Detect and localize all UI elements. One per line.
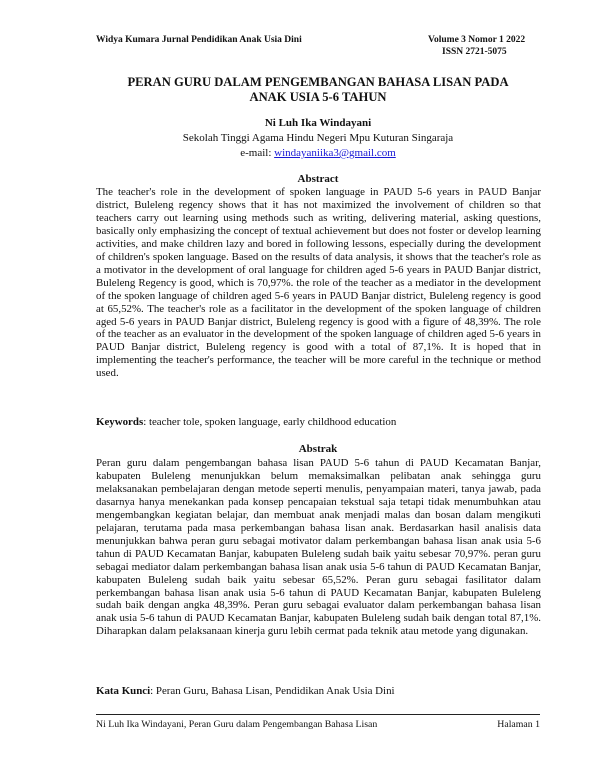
keywords-text: : teacher tole, spoken language, early childhood education — [143, 416, 397, 428]
footer-divider — [96, 714, 540, 715]
footer-citation: Ni Luh Ika Windayani, Peran Guru dalam Pengembangan Bahasa Lisan — [96, 719, 378, 730]
keywords-label: Keywords — [96, 416, 144, 428]
volume-issn — [428, 34, 542, 58]
title-line-1: PERAN GURU DALAM PENGEMBANGAN BAHASA LISAN PADA — [127, 75, 509, 89]
email-link[interactable]: windayaniika3@gmail.com — [274, 147, 396, 159]
kata-kunci-text: : Peran Guru, Bahasa Lisan, Pendidikan Anak Usia Dini — [150, 685, 395, 697]
kata-kunci-label: Kata Kunci — [96, 685, 151, 697]
kata-kunci — [96, 685, 540, 698]
abstrak-heading: Abstrak — [298, 443, 338, 455]
paper-title — [96, 75, 540, 105]
issn-number: ISSN 2721-5075 — [442, 47, 507, 57]
volume-number: Volume 3 Nomor 1 2022 — [428, 35, 526, 45]
author-name: Ni Luh Ika Windayani — [264, 117, 372, 129]
title-line-2: ANAK USIA 5-6 TAHUN — [249, 90, 387, 104]
abstrak-text: Peran guru dalam pengembangan bahasa lisan PAUD 5-6 tahun di PAUD Kecamatan Banjar, kabupaten Buleleng menunjukkan belum memaksimalkan pelibatan anak sehingga guru melaksanakan pembelajaran dengan metode seperti menulis, penyampaian materi, tanya jawab, pada dasarnya hanya menekankan pada konsep pencapaian tekstual saja tetapi tidak menumbuhkan atau mengembangkan kegiatan belajar, dan membuat anak menjadi malas dan bosan dalam mengikuti pelajaran, terutama pada masa perkembangan bahasa lisan anak. Berdasarkan hasil analisis data menunjukkan bahwa peran guru sebagai motivator dalam perkembangan bahasa lisan anak usia 5-6 tahun di PAUD Kecamatan Banjar, kabupaten Buleleng sudah baik yaitu sebesar 70,97%. peran guru sebagai mediator dalam perkembangan bahasa lisan anak usia 5-6 tahun di PAUD Kecamatan Banjar, kabupaten Buleleng sudah baik yaitu sebesar 65,52%. Peran guru sebagai fasilitator dalam perkembangan bahasa lisan anak usia 5-6 tahun di PAUD Kecamatan Banjar, kabupaten Buleleng sudah baik dengan angka 48,39%. Peran guru sebagai evaluator dalam perkembangan bahasa lisan anak usia 5-6 tahun di PAUD Kecamatan Banjar, kabupaten Buleleng sudah baik dengan total 87,1%. Diharapkan dalam pelaksanaan kinerja guru lebih cermat pada teknik atau metode yang digunakan. — [96, 457, 541, 638]
email-label: e-mail: — [240, 147, 275, 159]
page-number: Halaman 1 — [497, 719, 540, 730]
abstract-heading: Abstract — [297, 173, 339, 185]
abstract-text: The teacher's role in the development of spoken language in PAUD 5-6 years in PAUD Banjar district, Buleleng regency shows that it has not maximized the involvement of children so that teachers carry out learning using methods such as writing, delivering material, asking questions, basically only emphasizing the concept of textual achievement but does not foster or develop learning activities, and make children lazy and bored in following lessons, especially during the development of children's spoken language. Based on the results of data analysis, it shows that the teacher's role as a motivator in the development of oral language for children aged 5-6 years in PAUD Banjar district, Buleleng Regency is good, which is 70,97%. the role of the teacher as a mediator in the development of the spoken language of children aged 5-6 years in PAUD Banjar district, Buleleng regency is good at 65,52%. The teacher's role as a facilitator in the development of the spoken language of children aged 5-6 years in PAUD Banjar district, Buleleng regency is good with a figure of 48,39%. The role of the teacher as an evaluator in the development of the spoken language of children aged 5-6 years in PAUD Banjar district, Buleleng regency is good with a total of 87,1%. It is hoped that in implementing the teacher's performance, the teacher will be more careful in the technique or method used. — [96, 186, 541, 380]
keywords — [96, 416, 540, 429]
author-affiliation: Sekolah Tinggi Agama Hindu Negeri Mpu Kuturan Singaraja — [182, 132, 454, 144]
journal-name: Widya Kumara Jurnal Pendidikan Anak Usia Dini — [96, 35, 302, 45]
author-email — [96, 146, 540, 160]
